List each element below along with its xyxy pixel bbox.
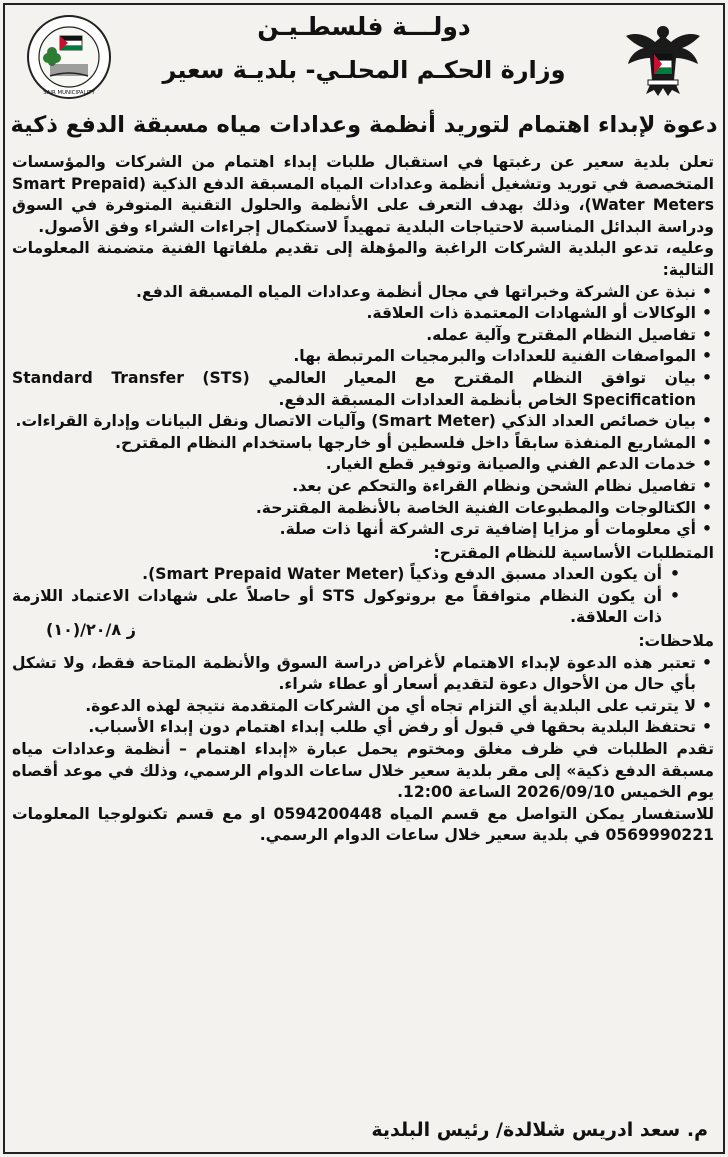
signature: م. سعد ادريس شلالدة/ رئيس البلدية [371, 1119, 708, 1141]
list-item: • المشاريع المنفذة سابقاً داخل فلسطين أو خارجها باستخدام النظام المقترح. [12, 433, 714, 455]
list-item: • أن يكون النظام متوافقاً مع بروتوكول STS أو حاصلاً على شهادات الاعتماد اللازمة ذات العلاقة. [12, 586, 714, 629]
list-item: • تحتفظ البلدية بحقها في قبول أو رفض أي طلب إبداء اهتمام دون إبداء الأسباب. [12, 717, 714, 739]
list-item: • تعتبر هذه الدعوة لإبداء الاهتمام لأغراض دراسة السوق والأنظمة المتاحة فقط، ولا تشكل بأي حال من الأحوال دعوة لتقديم أسعار أو عطاء شراء. [12, 653, 714, 696]
list-item: • أي معلومات أو مزايا إضافية ترى الشركة أنها ذات صلة. [12, 519, 714, 541]
list-item: • الكتالوجات والمطبوعات الفنية الخاصة بالأنظمة المقترحة. [12, 498, 714, 520]
contact-paragraph: للاستفسار يمكن التواصل مع قسم المياه 0594200448 او مع قسم تكنولوجيا المعلومات 0569990221 في بلدية سعير خلال ساعات الدوام الرسمي. [12, 804, 714, 845]
notes-heading: ملاحظات: [638, 632, 714, 651]
list-item: • المواصفات الفنية للعدادات والبرمجيات المرتبطة بها. [12, 346, 714, 368]
list-item: • تفاصيل النظام المقترح وآلية عمله. [12, 325, 714, 347]
notice-title: دعوة لإبداء اهتمام لتوريد أنظمة وعدادات مياه مسبقة الدفع ذكية [10, 112, 718, 138]
notice-body [12, 152, 714, 847]
state-heading: دولـــة فلسطـيـن [257, 12, 471, 41]
reference-number: ز ٢٠/٨/(١٠) [46, 620, 136, 639]
list-item: • بيان خصائص العداد الذكي (Smart Meter) وآليات الاتصال ونقل البيانات وإدارة القراءات. [12, 411, 714, 433]
list-item: • بيان توافق النظام المقترح مع المعيار العالمي (STS) Standard Transfer Specification الخاص بأنظمة العدادات المسبقة الدفع. [12, 368, 714, 411]
info-list [12, 282, 714, 541]
list-item: • تفاصيل نظام الشحن ونظام القراءة والتحكم عن بعد. [12, 476, 714, 498]
invite-paragraph: وعليه، تدعو البلدية الشركات الراغبة والمؤهلة إلى تقديم ملفاتها الفنية متضمنة المعلومات التالية: [12, 239, 714, 279]
logo-text: SAIR MUNICIPALITY [43, 90, 95, 96]
notes-list [12, 653, 714, 739]
list-item: • نبذة عن الشركة وخبراتها في مجال أنظمة وعدادات المياه المسبقة الدفع. [12, 282, 714, 304]
list-item: • أن يكون العداد مسبق الدفع وذكياً (Smart Prepaid Water Meter). [12, 564, 714, 586]
list-item: • لا يترتب على البلدية أي التزام تجاه أي من الشركات المتقدمة نتيجة لهذه الدعوة. [12, 696, 714, 718]
intro-paragraph: تعلن بلدية سعير عن رغبتها في استقبال طلبات إبداء اهتمام من الشركات والمؤسسات المتخصصة في توريد وتشغيل أنظمة وعدادات المياه المسبقة الدفع الذكية (Smart Prepaid Water Meters)، وذلك بهدف التعرف على الأنظمة والحلول التقنية المتوفرة في السوق ودراسة البدائل المناسبة لاحتياجات البلدية تمهيداً لاستكمال إجراءات الشراء وفق الأصول. [12, 153, 714, 236]
list-item: • خدمات الدعم الفني والصيانة وتوفير قطع الغيار. [12, 454, 714, 476]
palestine-emblem-icon [622, 20, 704, 102]
submission-paragraph: تقدم الطلبات في ظرف مغلق ومختوم يحمل عبارة «إبداء اهتمام – أنظمة وعدادات مياه مسبقة الدفع ذكية» إلى مقر بلدية سعير خلال ساعات الدوام الرسمي، وذلك في موعد أقصاه يوم الخميس 2026/09/10 الساعة 12:00. [12, 740, 714, 802]
list-item: • الوكالات أو الشهادات المعتمدة ذات العلاقة. [12, 303, 714, 325]
requirements-heading: المتطلبات الأساسية للنظام المقترح: [433, 543, 714, 562]
header [0, 0, 728, 110]
ministry-heading: وزارة الحكـم المحلـي- بلديـة سعير [162, 56, 566, 84]
sair-municipality-logo [26, 14, 112, 100]
